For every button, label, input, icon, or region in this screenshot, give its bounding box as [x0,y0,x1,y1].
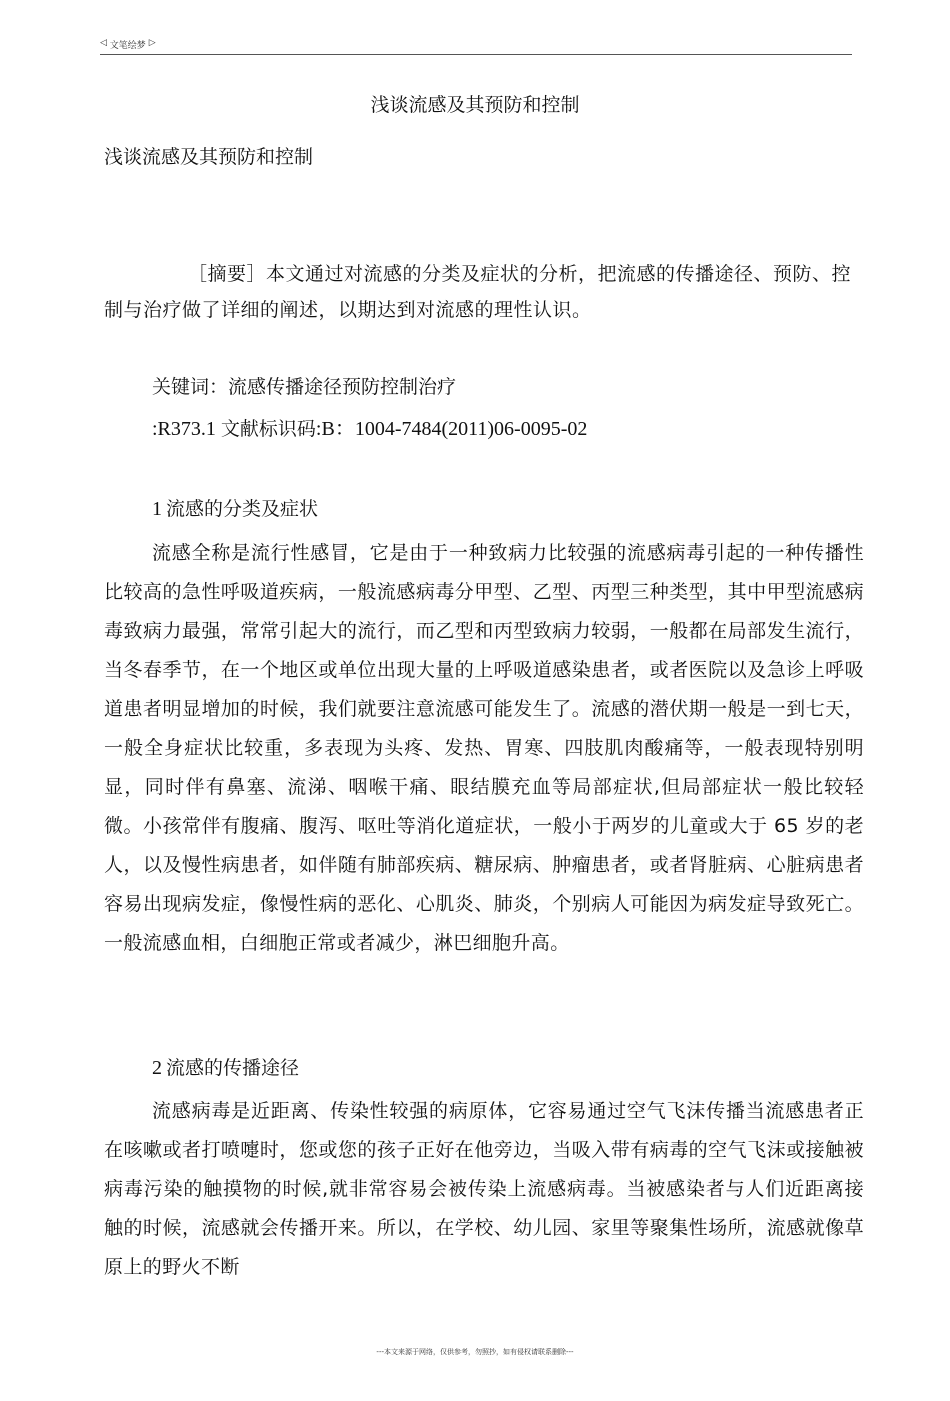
section-2-heading [152,1053,299,1080]
page-footer: ---本文来源于网络，仅供参考，勿照抄，如有侵权请联系删除--- [376,1348,574,1356]
section-1-title: 流感的分类及症状 [166,498,319,520]
doc-id-label: 文献标识码 [220,418,316,440]
document-title: 浅谈流感及其预防和控制 [370,94,580,116]
section-2-title: 流感的传播途径 [166,1057,300,1079]
section-2-number: 2 [152,1057,162,1079]
paragraph-1: 流感全称是流行性感冒，它是由于一种致病力比较强的流感病毒引起的一种传播性比较高的急性呼吸道疾病，一般流感病毒分甲型、乙型、丙型三种类型，其中甲型流感病毒致病力最强，常常引起大的流行，而乙型和丙型致病力较弱，一般都在局部发生流行，当冬春季节，在一个地区或单位出现大量的上呼吸道感染患者，或者医院以及急诊上呼吸道患者明显增加的时候，我们就要注意流感可能发生了。流感的潜伏期一般是一到七天，一般全身症状比较重，多表现为头疼、发热、胃寒、四肢肌肉酸痛等，一般表现特别明显，同时伴有鼻塞、流涕、咽喉干痛、眼结膜充血等局部症状,但局部症状一般比较轻微。小孩常伴有腹痛、腹泻、呕吐等消化道症状，一般小于两岁的儿童或大于 65 岁的老人，以及慢性病患者，如伴随有肺部疾病、糖尿病、肿瘤患者，或者肾脏病、心脏病患者容易出现病发症，像慢性病的恶化、心肌炎、肺炎，个别病人可能因为病发症导致死亡。一般流感血相，白细胞正常或者减少，淋巴细胞升高。 [104,542,864,954]
triangle-right-icon: ▷ [148,38,156,48]
section-1-number: 1 [152,498,162,520]
header-brand: 文笔绘梦 [109,41,146,51]
document-subtitle: 浅谈流感及其预防和控制 [104,146,314,168]
section-1-heading [152,494,318,521]
paragraph-2: 流感病毒是近距离、传染性较强的病原体，它容易通过空气飞沫传播当流感患者正在咳嗽或者打喷嚏时，您或您的孩子正好在他旁边，当吸入带有病毒的空气飞沫或接触被病毒污染的触摸物的时候,就非常容易会被传染上流感病毒。当被感染者与人们近距离接触的时候，流感就会传播开来。所以，在学校、幼儿园、家里等聚集性场所，流感就像草原上的野火不断 [104,1100,864,1278]
triangle-left-icon: ◁ [100,38,107,48]
classification-line [152,412,587,441]
classification-code: :R373.1 [152,418,216,440]
page-header [100,38,852,55]
doc-id-rest: :B：1004-7484(2011)06-0095-02 [315,418,588,440]
keywords: 关键词：流感传播途径预防控制治疗 [152,376,457,398]
abstract: ［摘要］本文通过对流感的分类及症状的分析，把流感的传播途径、预防、控制与治疗做了详细的阐述，以期达到对流感的理性认识。 [104,263,852,321]
